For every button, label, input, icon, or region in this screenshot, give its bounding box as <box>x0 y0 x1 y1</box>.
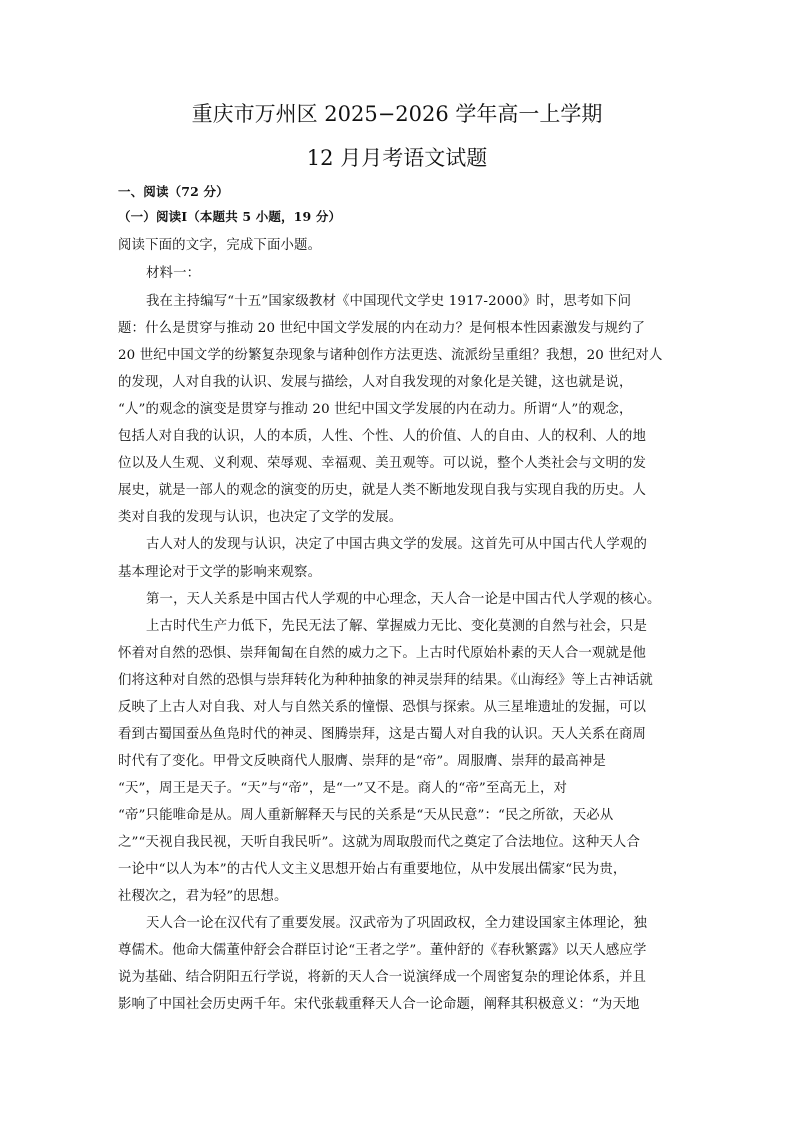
passage-line: 位以及人生观、义利观、荣辱观、幸福观、美丑观等。可以说，整个人类社会与文明的发 <box>118 456 647 471</box>
passage-line: “人”的观念的演变是贯穿与推动 20 世纪中国文学发展的内在动力。所谓“人”的观念， <box>118 402 633 417</box>
passage-line: 类对自我的发现与认识，也决定了文学的发展。 <box>118 510 403 525</box>
document-title-line-2: 12 月月考语文试题 <box>306 146 488 170</box>
passage-line: 说为基础、结合阴阳五行学说，将新的天人合一说演绎成一个周密复杂的理论体系，并且 <box>118 970 647 985</box>
passage-line: 之”“天视自我民视，天听自我民听”。这就为周取殷而代之奠定了合法地位。这种天人合 <box>118 835 640 850</box>
passage-line: 看到古蜀国蚕丛鱼凫时代的神灵、图腾崇拜，这是古蜀人对自我的认识。天人关系在商周 <box>118 727 647 742</box>
passage-line: 古人对人的发现与认识，决定了中国古典文学的发展。这首先可从中国古代人学观的 <box>146 537 648 552</box>
passage-line: 尊儒术。他命大儒董仲舒会合群臣讨论“王者之学”。董仲舒的《春秋繁露》以天人感应学 <box>118 943 647 958</box>
passage-line: 们将这种对自然的恐惧与崇拜转化为种种抽象的神灵崇拜的结果。《山海经》等上古神话就 <box>118 673 653 688</box>
passage-line: 我在主持编写“十五”国家级教材《中国现代文学史 1917-2000》时，思考如下问 <box>146 294 632 309</box>
passage-line: “天”，周王是天子。“天”与“帝”，是“一”又不是。商人的“帝”至高无上，对 <box>118 781 568 796</box>
passage-line: 时代有了变化。甲骨文反映商代人服膺、崇拜的是“帝”。周服膺、崇拜的最高神是 <box>118 754 606 769</box>
passage-line: 20 世纪中国文学的纷繁复杂现象与诸种创作方法更迭、流派纷呈重组？我想，20 世纪对人 <box>118 348 663 363</box>
document-title-line-1: 重庆市万州区 2025−2026 学年高一上学期 <box>191 102 603 126</box>
passage-line: 题：什么是贯穿与推动 20 世纪中国文学发展的内在动力？是何根本性因素激发与规约了 <box>118 321 646 336</box>
passage-line: 社稷次之，君为轻”的思想。 <box>118 889 288 904</box>
passage-line: 上古时代生产力低下，先民无法了解、掌握威力无比、变化莫测的自然与社会，只是 <box>146 619 648 634</box>
passage-line: 的发现，人对自我的认识、发展与描绘，人对自我发现的对象化是关键，这也就是说， <box>118 375 633 390</box>
passage-line: 包括人对自我的认识，人的本质，人性、个性、人的价值、人的自由、人的权利、人的地 <box>118 429 647 444</box>
passage-line: 一论中“以人为本”的古代人文主义思想开始占有重要地位，从中发展出儒家“民为贵， <box>118 862 627 877</box>
passage-line: 展史，就是一部人的观念的演变的历史，就是人类不断地发现自我与实现自我的历史。人 <box>118 483 647 498</box>
subsection-heading: （一）阅读Ⅰ（本题共 5 小题，19 分） <box>118 209 342 224</box>
instruction-text: 阅读下面的文字，完成下面小题。 <box>118 238 322 253</box>
passage-line: 影响了中国社会历史两千年。宋代张载重释天人合一论命题，阐释其积极意义：“为天地 <box>118 997 640 1012</box>
passage-line: 第一，天人关系是中国古代人学观的中心理念，天人合一论是中国古代人学观的核心。 <box>146 592 661 607</box>
passage-line: 天人合一论在汉代有了重要发展。汉武帝为了巩固政权，全力建设国家主体理论，独 <box>146 916 648 931</box>
passage-line: 反映了上古人对自我、对人与自然关系的憧憬、恐惧与探索。从三星堆遗址的发掘，可以 <box>118 700 647 715</box>
passage-line: 基本理论对于文学的影响来观察。 <box>118 565 322 580</box>
material-label: 材料一： <box>146 266 201 281</box>
passage-line: 怀着对自然的恐惧、崇拜匍匐在自然的威力之下。上古时代原始朴素的天人合一观就是他 <box>118 646 647 661</box>
section-heading: 一、阅读（72 分） <box>118 184 229 199</box>
passage-line: “帝”只能唯命是从。周人重新解释天与民的关系是“天从民意”：“民之所欲，天必从 <box>118 808 614 823</box>
